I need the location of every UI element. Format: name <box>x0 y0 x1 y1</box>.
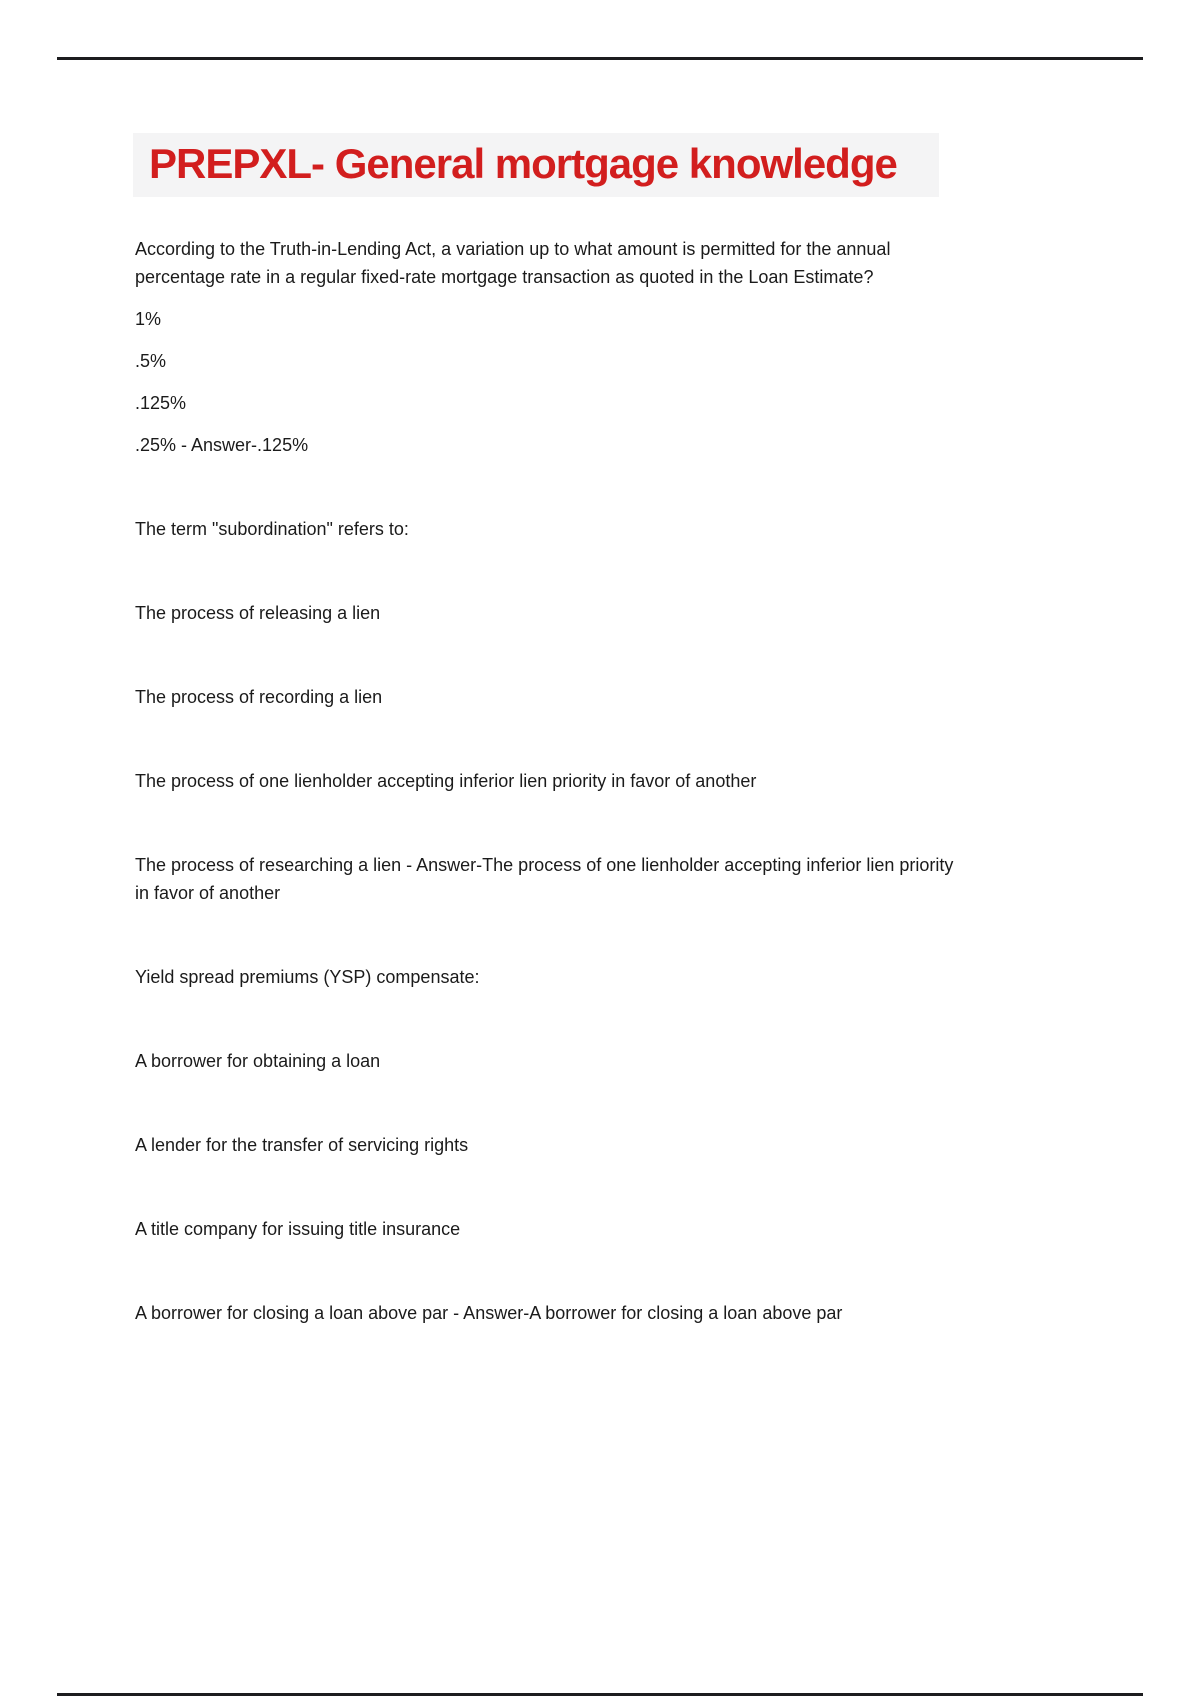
answer-option-line: A borrower for closing a loan above par - Answer-A borrower for closing a loan above par <box>135 1303 843 1323</box>
question-line: According to the Truth-in-Lending Act, a variation up to what amount is permitted for the annual <box>135 239 891 259</box>
answer-option <box>135 305 1045 333</box>
answer-option <box>135 767 1045 795</box>
answer-option-line: A lender for the transfer of servicing rights <box>135 1135 469 1155</box>
answer-option-line: .125% <box>135 393 187 413</box>
answer-option-line: The process of one lienholder accepting inferior lien priority in favor of another <box>135 771 757 791</box>
answer-option-line: .25% - Answer-.125% <box>135 435 309 455</box>
answer-option-line: 1% <box>135 309 162 329</box>
answer-option-with-answer <box>135 431 1045 459</box>
answer-option <box>135 347 1045 375</box>
page-top-rule <box>57 57 1143 60</box>
answer-option-line: The process of recording a lien <box>135 687 383 707</box>
answer-option-with-answer <box>135 851 1045 907</box>
answer-option-with-answer <box>135 1299 1045 1327</box>
answer-option-line: in favor of another <box>135 883 281 903</box>
question-line: Yield spread premiums (YSP) compensate: <box>135 967 480 987</box>
answer-option-line: A borrower for obtaining a loan <box>135 1051 381 1071</box>
question-line: percentage rate in a regular fixed-rate mortgage transaction as quoted in the Loan Estimate? <box>135 267 874 287</box>
page-bottom-rule <box>57 1693 1143 1696</box>
answer-option <box>135 1047 1045 1075</box>
question-text <box>135 963 1045 991</box>
answer-option-line: The process of researching a lien - Answer-The process of one lienholder accepting inferior lien priority <box>135 855 954 875</box>
question-text <box>135 235 1045 291</box>
document-body <box>135 133 1045 1327</box>
question-line: The term "subordination" refers to: <box>135 519 409 539</box>
answer-option-line: The process of releasing a lien <box>135 603 381 623</box>
answer-option <box>135 683 1045 711</box>
answer-option <box>135 1215 1045 1243</box>
page-title: PREPXL- General mortgage knowledge <box>133 133 939 197</box>
answer-option <box>135 389 1045 417</box>
question-text <box>135 515 1045 543</box>
answer-option <box>135 1131 1045 1159</box>
answer-option <box>135 599 1045 627</box>
answer-option-line: A title company for issuing title insurance <box>135 1219 461 1239</box>
answer-option-line: .5% <box>135 351 167 371</box>
